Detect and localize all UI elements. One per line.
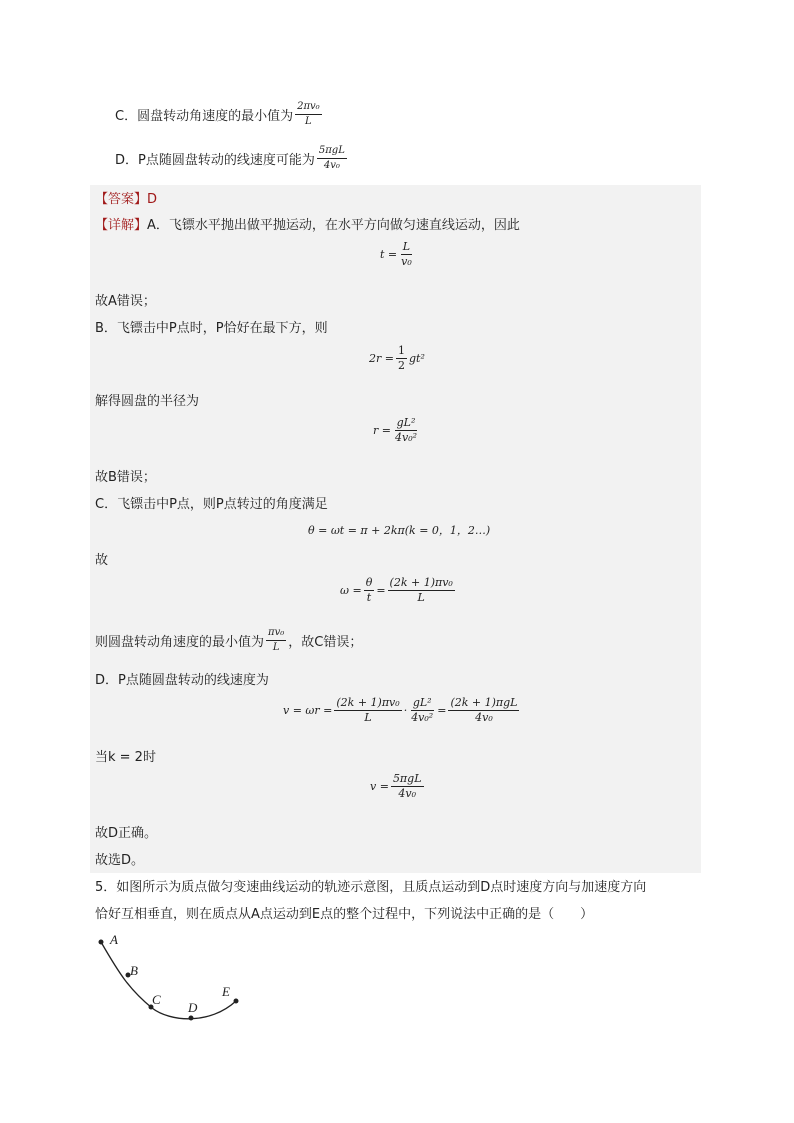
option-c-fraction xyxy=(295,100,322,129)
eq7-num: 5πgL xyxy=(392,772,422,785)
eq6-dot: · xyxy=(403,704,408,717)
eq3-lhs: r = xyxy=(373,424,391,437)
eq7-fraction xyxy=(391,772,424,801)
equation-1 xyxy=(380,240,416,269)
detail-c-min xyxy=(95,626,362,655)
answer-line xyxy=(95,188,157,207)
option-c-text: C．圆盘转动角速度的最小值为 xyxy=(115,109,294,124)
eq2-num: 1 xyxy=(397,344,405,357)
eq6-fraction-2 xyxy=(409,696,435,725)
eq7-lhs: v = xyxy=(370,780,389,793)
eq7-den: 4v₀ xyxy=(398,787,417,800)
eq1-den: v₀ xyxy=(401,255,412,268)
equation-7 xyxy=(370,772,426,801)
eq3-den: 4v₀² xyxy=(394,431,418,444)
eq6-fraction-3 xyxy=(448,696,519,725)
eq6-num1: (2k + 1)πv₀ xyxy=(336,696,400,709)
eq6-num2: gL² xyxy=(412,696,432,709)
eq6-eqsign: = xyxy=(437,704,447,717)
option-d-text: D．P点随圆盘转动的线速度可能为 xyxy=(115,153,315,168)
eq2-rhs: gt² xyxy=(408,352,425,365)
detail-a-line xyxy=(95,214,520,233)
detail-a-text: A．飞镖水平抛出做平抛运动，在水平方向做匀速直线运动，因此 xyxy=(147,218,520,233)
eq6-lhs: v = ωr = xyxy=(283,704,333,717)
equation-3 xyxy=(373,416,421,445)
point-a-dot xyxy=(99,940,104,945)
option-c-num: 2πv₀ xyxy=(295,100,322,115)
option-d-den: 4v₀ xyxy=(323,160,340,171)
point-e-label: E xyxy=(222,984,230,999)
point-d-label: D xyxy=(188,1000,198,1015)
answer-tag: 【答案】 xyxy=(95,192,148,207)
question-5-line-2: 恰好互相垂直，则在质点从A点运动到E点的整个过程中，下列说法中正确的是（ ） xyxy=(95,907,594,922)
eq2-den: 2 xyxy=(397,359,405,372)
eq5-fraction-2 xyxy=(388,576,455,605)
detail-tag: 【详解】 xyxy=(95,218,148,233)
c-min-suffix: ，故C错误； xyxy=(288,635,363,650)
eq5-den1: t xyxy=(366,591,372,604)
eq2-fraction xyxy=(396,344,407,373)
detail-b-text: B．飞镖击中P点时，P恰好在最下方，则 xyxy=(95,321,328,336)
eq6-num3: (2k + 1)πgL xyxy=(450,696,518,709)
eq5-fraction-1 xyxy=(364,576,375,605)
eq6-fraction-1 xyxy=(334,696,401,725)
detail-d-conclusion: 故D正确。 xyxy=(95,826,158,841)
eq5-den2: L xyxy=(417,591,425,604)
option-c-den: L xyxy=(305,116,312,127)
eq1-lhs: t = xyxy=(380,248,398,261)
eq5-num1: θ xyxy=(365,576,373,589)
eq2-lhs: 2r = xyxy=(369,352,394,365)
answer-value: D xyxy=(147,192,158,207)
equation-6 xyxy=(283,696,521,725)
point-c-label: C xyxy=(152,992,161,1007)
equation-4: θ = ωt = π + 2kπ(k = 0，1，2…) xyxy=(308,524,491,537)
detail-c-text: C．飞镖击中P点，则P点转过的角度满足 xyxy=(95,497,328,512)
detail-final: 故选D。 xyxy=(95,853,145,868)
eq1-fraction xyxy=(399,240,414,269)
trajectory-diagram xyxy=(90,925,260,1030)
point-a-label: A xyxy=(110,932,118,947)
eq5-eqsign: = xyxy=(376,584,386,597)
eq3-fraction xyxy=(393,416,419,445)
point-b-label: B xyxy=(130,963,138,978)
detail-d-text: D．P点随圆盘转动的线速度为 xyxy=(95,673,269,688)
eq6-den2: 4v₀² xyxy=(411,711,434,724)
c-min-prefix: 则圆盘转动角速度的最小值为 xyxy=(95,635,265,650)
eq6-den3: 4v₀ xyxy=(475,711,493,724)
eq5-lhs: ω = xyxy=(340,584,362,597)
detail-d-when: 当k = 2时 xyxy=(95,750,156,765)
trajectory-curve xyxy=(101,942,236,1019)
detail-b-solve: 解得圆盘的半径为 xyxy=(95,394,200,409)
point-d-dot xyxy=(189,1016,194,1021)
equation-5 xyxy=(340,576,457,605)
eq5-num2: (2k + 1)πv₀ xyxy=(389,576,453,589)
equation-2 xyxy=(369,344,425,373)
eq6-den1: L xyxy=(364,711,372,724)
c-min-den: L xyxy=(272,642,280,653)
eq1-num: L xyxy=(402,240,411,253)
c-min-num: πv₀ xyxy=(266,626,286,641)
option-d-num: 5πgL xyxy=(317,144,347,159)
detail-b-conclusion: 故B错误； xyxy=(95,470,156,485)
eq3-num: gL² xyxy=(396,416,416,429)
detail-a-conclusion: 故A错误； xyxy=(95,294,156,309)
option-d-fraction xyxy=(317,144,347,173)
detail-c-gu: 故 xyxy=(95,553,109,568)
c-min-fraction xyxy=(266,626,286,655)
option-c xyxy=(115,100,324,129)
question-5-line-1: 5．如图所示为质点做匀变速曲线运动的轨迹示意图，且质点运动到D点时速度方向与加速度方向 xyxy=(95,880,647,895)
option-d xyxy=(115,144,349,173)
point-e-dot xyxy=(234,999,239,1004)
